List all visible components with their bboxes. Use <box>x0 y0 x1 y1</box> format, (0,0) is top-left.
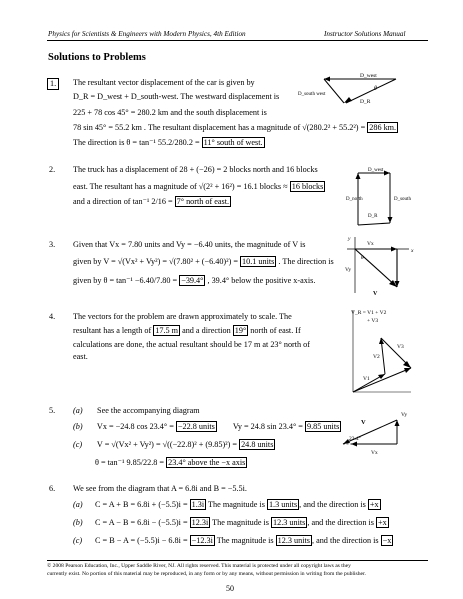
p1-label-dr: D_R <box>360 99 371 105</box>
p1-line5 <box>73 138 265 148</box>
p5c-answer: 24.8 units <box>241 440 274 449</box>
p1-label-dsouthwest: D_south west <box>298 92 326 97</box>
p3-label-vx: Vx <box>367 241 374 247</box>
p5-diagram <box>335 402 415 462</box>
p1-line2: D_R = D_west + D_south-west. The westward displacement is <box>73 92 280 101</box>
p1-line4-text: 78 sin 45° = 55.2 km . The resultant displacement has a magnitude of √(280.2² + 55.2²) = <box>73 123 366 132</box>
p3-label-theta: θ <box>361 255 364 261</box>
p5c-label: (c) <box>73 440 83 449</box>
p4-line2-text: resultant has a length of <box>73 326 152 335</box>
problem-4-number: 4. <box>49 312 56 321</box>
p5b <box>73 422 341 432</box>
p6c-mag-answer: 12.3 units <box>277 536 310 545</box>
book-title: Physics for Scientists & Engineers with Modern Physics, 4th Edition <box>48 30 246 38</box>
p2-line3-text: and a direction of tan⁻¹ 2/16 = <box>73 197 173 206</box>
p6c <box>73 536 393 546</box>
p6c-dir: , and the direction is <box>311 536 379 545</box>
p1-answer-direction: 11° south of west. <box>203 138 263 147</box>
p5b-answer-vy: 9.85 units <box>306 422 340 431</box>
p5b-answer-vx: −22.8 units <box>177 422 215 431</box>
p6-intro: We see from the diagram that A = 6.8i and B = −5.5i. <box>73 484 247 493</box>
p5-label-vy: Vy <box>401 412 408 418</box>
p3-line2-text: given by V = √(Vx² + Vy²) = √(7.80² + (−6.40)²) = <box>73 257 238 266</box>
p5b-text2: Vy = 24.8 sin 23.4° = <box>232 422 303 431</box>
p3-line3-text: given by θ = tan⁻¹ −6.40/7.80 = <box>73 276 178 285</box>
p6c-dir-answer: −x <box>382 536 392 545</box>
p5b-label: (b) <box>73 422 83 431</box>
p6a-dir: , and the direction is <box>299 500 366 509</box>
problem-6-number: 6. <box>49 484 56 493</box>
copyright-line-2: currently exist. No portion of this material may be reproduced, in any form or by any means, without permission in writing from the publisher. <box>47 571 366 577</box>
p4-line1: The vectors for the problem are drawn approximately to scale. The <box>73 312 292 321</box>
p4-line4: east. <box>73 352 88 361</box>
problem-5-number: 5. <box>49 406 56 415</box>
p3-line3 <box>73 276 315 286</box>
section-title: Solutions to Problems <box>48 52 146 63</box>
p6c-answer: −12.3i <box>191 536 213 545</box>
p5d-text: θ = tan⁻¹ 9.85/22.8 = <box>95 458 165 467</box>
p4-answer-length: 17.5 m <box>155 326 179 335</box>
p3-line2 <box>73 257 334 267</box>
p1-line5-text: The direction is θ = tan⁻¹ 55.2/280.2 = <box>73 138 200 147</box>
p5a-text: See the accompanying diagram <box>97 406 200 415</box>
p4-label-v1: V1 <box>363 376 370 382</box>
page-number: 50 <box>226 584 234 593</box>
p3-answer-direction: −39.4° <box>181 276 204 285</box>
p3-label-vy: Vy <box>345 267 352 273</box>
p6a-dir-answer: +x <box>369 500 379 509</box>
p2-line2-text: east. The resultant has a magnitude of √(2² + 16²) = 16.1 blocks ≈ <box>73 182 288 191</box>
p2-diagram <box>346 165 420 230</box>
p6b-mag: The magnitude is <box>212 518 269 527</box>
p6b-label: (b) <box>73 518 83 527</box>
header-rule <box>47 40 428 41</box>
p2-label-dwest: D_west <box>368 168 384 173</box>
p2-label-dr: D_R <box>368 214 378 219</box>
p6a-text: C = A + B = 6.8i + (−5.5)i = <box>95 500 188 509</box>
p1-answer-magnitude: 286 km. <box>369 123 397 132</box>
p4-line2 <box>73 326 301 336</box>
p2-label-dnorth: D_north <box>346 197 363 202</box>
problem-2-number: 2. <box>49 165 56 174</box>
copyright-line-1: © 2008 Pearson Education, Inc., Upper Saddle River, NJ. All rights reserved. This material is protected under all copyright laws as they <box>47 563 351 569</box>
p6a-mag-answer: 1.3 units <box>268 500 298 509</box>
p6b <box>73 518 389 528</box>
problem-1-number: 1. <box>47 78 59 90</box>
p1-line4 <box>73 123 398 133</box>
p2-label-dsouth: D_south <box>394 197 411 202</box>
p5b-text: Vx = −24.8 cos 23.4° = <box>96 422 174 431</box>
p3-line1: Given that Vx = 7.80 units and Vy = −6.40 units, the magnitude of V is <box>73 240 306 249</box>
manual-title: Instructor Solutions Manual <box>324 30 406 38</box>
p4-diagram <box>345 308 425 398</box>
p2-answer-magnitude: 16 blocks <box>291 182 324 191</box>
p3-label-y: y <box>348 236 351 242</box>
p4-line2-tail: north of east. If <box>250 326 301 335</box>
p2-line3 <box>73 197 231 207</box>
p6a <box>73 500 381 510</box>
p5a-label: (a) <box>73 406 83 415</box>
p6a-answer: 1.3i <box>191 500 205 509</box>
p1-label-dwest: D_west <box>360 73 377 79</box>
p2-line2 <box>73 182 325 192</box>
p4-line2-mid: and a direction <box>182 326 231 335</box>
problem-3-number: 3. <box>49 240 56 249</box>
p3-label-v: V <box>373 291 378 297</box>
p6b-text: C = A − B = 6.8i − (−5.5)i = <box>95 518 188 527</box>
p3-line2-tail: . The direction is <box>278 257 334 266</box>
p5-label-vx: Vx <box>371 450 378 456</box>
p3-answer-magnitude: 10.1 units <box>242 257 275 266</box>
p4-label-plus-v3: + V3 <box>367 318 379 324</box>
p5d <box>95 458 247 468</box>
p5d-answer: 23.4° above the −x axis <box>168 458 246 467</box>
p4-answer-direction: 19° <box>234 326 247 335</box>
p5-label-v: V <box>361 419 366 426</box>
p6a-label: (a) <box>73 500 83 509</box>
p1-diagram <box>298 73 406 118</box>
p2-answer-direction: 7° north of east. <box>176 197 230 206</box>
p6c-text: C = B − A = (−5.5)i − 6.8i = <box>95 536 188 545</box>
p3-label-x: x <box>411 248 414 254</box>
p4-line3: calculations are done, the actual resultant should be 17 m at 23° north of <box>73 340 311 349</box>
p6b-dir: , and the direction is <box>307 518 374 527</box>
p6b-mag-answer: 12.3 units <box>273 518 306 527</box>
p5c-text: V = √(Vx² + Vy²) = √((−22.8)² + (9.85)²) = <box>96 440 238 449</box>
p5-label-angle: 23.4° <box>349 436 361 442</box>
p1-line1: The resultant vector displacement of the car is given by <box>73 78 255 87</box>
p6a-mag: The magnitude is <box>208 500 265 509</box>
p4-label-vr: V_R = V1 + V2 <box>351 310 387 316</box>
p1-label-theta: θ <box>374 86 377 92</box>
p3-diagram <box>345 235 420 305</box>
p6b-dir-answer: +x <box>378 518 387 527</box>
footer-rule <box>47 560 428 561</box>
p2-line1: The truck has a displacement of 28 + (−26) = 2 blocks north and 16 blocks <box>73 165 318 174</box>
p3-line3-tail: , 39.4° below the positive x-axis. <box>207 276 316 285</box>
p6c-mag: The magnitude is <box>216 536 274 545</box>
p6b-answer: 12.3i <box>191 518 209 527</box>
p6c-label: (c) <box>73 536 83 545</box>
p1-line3: 225 + 78 cos 45° = 280.2 km and the south displacement is <box>73 108 267 117</box>
p5a <box>73 406 200 416</box>
p4-label-v3: V3 <box>397 344 404 350</box>
p5c <box>73 440 275 450</box>
p4-label-v2: V2 <box>373 354 380 360</box>
